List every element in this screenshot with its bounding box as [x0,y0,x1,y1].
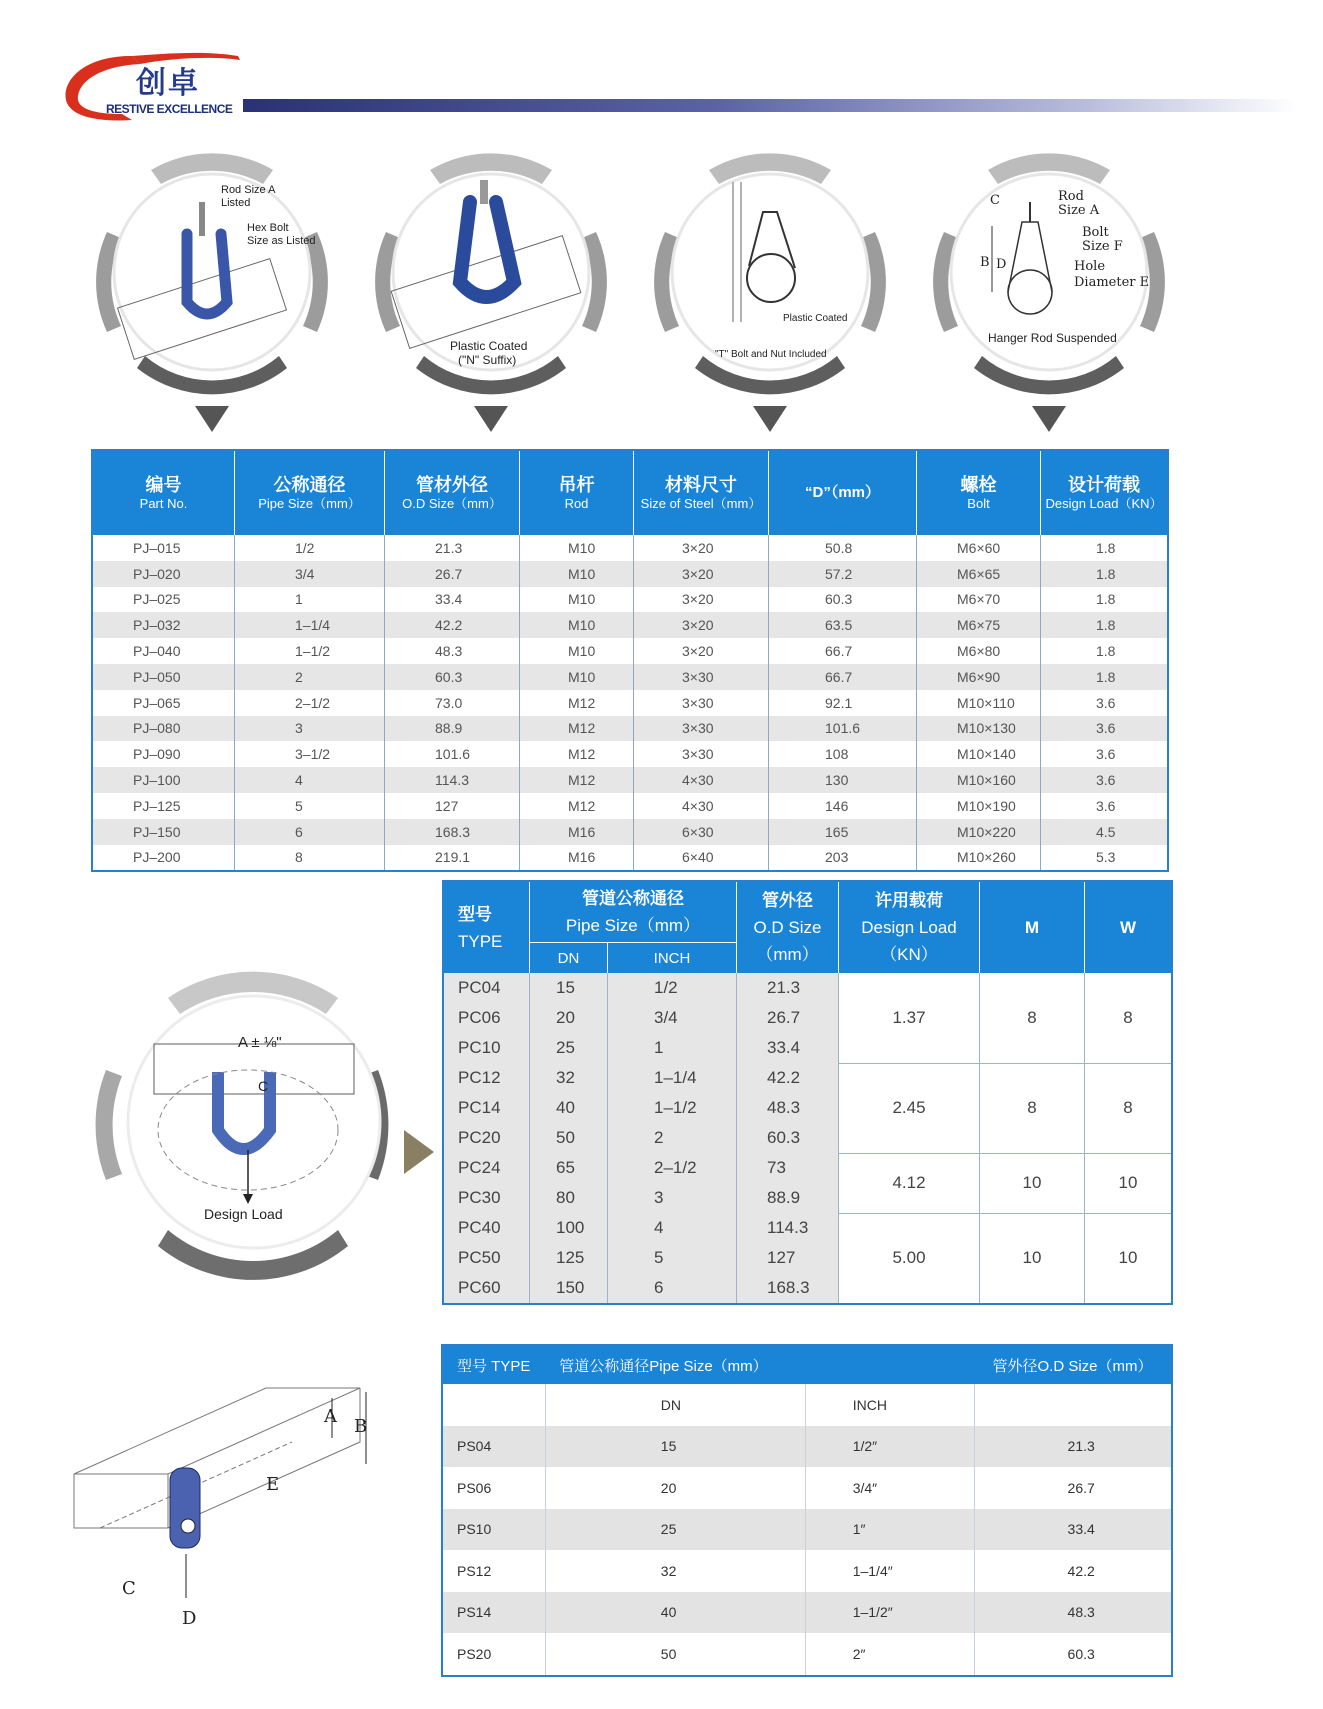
col-type: 型号 TYPE [442,1345,545,1384]
table-cell: PC04 [443,973,530,1003]
table-cell: M10×130 [917,716,1041,742]
table-cell: PJ–080 [92,716,235,742]
table-cell: M12 [520,716,634,742]
col-pipe-size: 公称通径 Pipe Size（mm） [235,450,385,535]
label-n-suffix: ("N" Suffix) [458,353,517,367]
table-cell: 60.3 [1067,1645,1095,1662]
table-cell: 3×30 [634,690,769,716]
table-cell: M10 [520,612,634,638]
table-cell: 50.8 [769,535,917,561]
label-plastic-coated: Plastic Coated [450,339,528,353]
col-inch: INCH [805,1384,974,1426]
table-cell: 48.3 [974,1592,1172,1634]
label-c: C [990,193,1000,208]
table-cell: 1.8 [1041,612,1169,638]
label-t-bolt: "T" Bolt and Nut Included [715,349,827,360]
table-cell: PJ–050 [92,664,235,690]
table-cell: 42.2 [1067,1562,1095,1579]
table-cell: 1 [608,1033,737,1063]
table-cell: 73 [737,1153,839,1183]
group-m: 10 [980,1153,1085,1213]
table-cell: 5 [235,793,385,819]
table-cell: M12 [520,767,634,793]
table-cell: 40 [545,1592,805,1634]
table-cell: M16 [520,819,634,845]
illustration-hanger-2 [366,142,616,432]
table-cell: 3×20 [634,612,769,638]
table-cell: PC12 [443,1063,530,1093]
table-cell: PS14 [442,1592,545,1634]
table-cell: 21.3 [737,973,839,1003]
table-cell: 4×30 [634,793,769,819]
table-cell: 1.8 [1096,539,1116,556]
table-cell: 6×30 [634,819,769,845]
table-cell: PC14 [443,1093,530,1123]
header-bar [243,99,1298,112]
table-cell: 114.3 [737,1213,839,1243]
col-inch: INCH [608,943,737,974]
table-cell: 219.1 [385,845,520,872]
label-design-load: Design Load [204,1206,283,1222]
table-cell: 33.4 [385,587,520,613]
col-od-size: 管外径 O.D Size （mm） [737,881,839,973]
table-cell: 5 [608,1243,737,1273]
table-cell: 40 [530,1093,608,1123]
col-part-no: 编号 Part No. [92,450,235,535]
table-cell: PC50 [443,1243,530,1273]
table-cell: 15 [530,973,608,1003]
group-w: 8 [1085,973,1173,1063]
label-bolt-size-f: Size F [1082,239,1123,254]
table-cell: 1–1/2″ [805,1592,974,1634]
table-row [92,690,1168,716]
group-w: 10 [1085,1213,1173,1304]
table-cell: M6×70 [917,587,1041,613]
table-cell: 165 [769,819,917,845]
table-cell: 20 [545,1467,805,1509]
group-load: 1.37 [839,973,980,1063]
table-cell: 3×20 [634,638,769,664]
table-cell: 2″ [805,1633,974,1676]
col-bolt: 螺栓 Bolt [917,450,1041,535]
illustration-channel-clamp [70,1378,390,1628]
col-type: 型号 TYPE [443,881,530,973]
table-cell: 1/2 [235,535,385,561]
table-channel-clamp [441,1344,1173,1677]
table-cell: PJ–150 [92,819,235,845]
table-header-row [92,450,1168,535]
label-rod-size: Rod Size A [221,184,276,196]
label-dim-c: C [122,1578,136,1599]
table-cell: 8 [235,845,385,872]
table-cell: 42.2 [385,612,520,638]
table-row [442,1550,1172,1592]
col-dn: DN [545,1384,805,1426]
brand-name-en: RESTIVE EXCELLENCE [106,102,233,116]
col-od-size: 管材外径 O.D Size（mm） [385,450,520,535]
table-cell: M6×65 [917,561,1041,587]
label-dim-e: E [266,1474,280,1495]
table-cell: PJ–090 [92,741,235,767]
col-w: W [1085,881,1173,973]
group-load: 5.00 [839,1213,980,1304]
table-cell: 57.2 [769,561,917,587]
table-header-row [442,1345,1172,1384]
table-cell: 88.9 [385,716,520,742]
label-d: D [996,257,1007,272]
table-cell: 146 [769,793,917,819]
label-b: B [980,255,990,270]
table-row [92,587,1168,613]
table-cell: PJ–200 [92,845,235,872]
table-cell: 1–1/4″ [805,1550,974,1592]
table-cell: 80 [530,1183,608,1213]
illustration-hanger-3 [645,142,895,432]
table-cell: PC06 [443,1003,530,1033]
table-row [442,1467,1172,1509]
table-cell: 114.3 [385,767,520,793]
table-row [92,767,1168,793]
table-pipe-clamp [442,880,1173,1305]
table-cell: 3.6 [1096,746,1116,763]
table-cell: 6 [235,819,385,845]
label-hole: Hole [1074,259,1106,274]
table-row [92,612,1168,638]
table-cell: PC40 [443,1213,530,1243]
brand-name-cn: 创卓 [136,66,200,101]
table-subheader-row [442,1384,1172,1426]
table-cell: 66.7 [769,638,917,664]
table-cell: 203 [769,845,917,872]
label-hanger-rod: Hanger Rod Suspended [988,331,1117,345]
table-cell: PJ–032 [92,612,235,638]
table-cell: PC10 [443,1033,530,1063]
label-rod-size-a: Size A [1058,203,1100,218]
table-cell: M10 [520,535,634,561]
group-m: 8 [980,973,1085,1063]
illustration-hanger-1 [87,142,337,432]
table-cell: PJ–020 [92,561,235,587]
table-cell: 63.5 [769,612,917,638]
col-d: “D”（mm） [769,450,917,535]
label-hole-diameter: Diameter E [1074,275,1150,290]
table-cell: PS06 [442,1467,545,1509]
table-row [442,1426,1172,1468]
table-pipe-hanger [91,449,1169,872]
table-cell: 26.7 [385,561,520,587]
table-cell: 1.8 [1096,643,1116,660]
table-cell: PS12 [442,1550,545,1592]
table-cell: 4×30 [634,767,769,793]
label-bolt: Bolt [1082,225,1109,240]
table-row [92,819,1168,845]
table-row [92,535,1168,561]
table-row [443,1213,1172,1243]
table-cell: 127 [385,793,520,819]
group-m: 8 [980,1063,1085,1153]
table-cell: 1 [235,587,385,613]
table-cell: M10 [520,664,634,690]
label-hex-bolt: Hex Bolt [247,222,289,234]
table-cell: M10×160 [917,767,1041,793]
group-w: 10 [1085,1153,1173,1213]
table-row [92,561,1168,587]
label-c-clamp: C [258,1078,269,1094]
table-cell: 21.3 [385,535,520,561]
table-row [92,741,1168,767]
table-cell: PJ–065 [92,690,235,716]
table-cell: 32 [530,1063,608,1093]
table-row [92,664,1168,690]
table-cell: M10×190 [917,793,1041,819]
brand-logo [62,52,242,124]
table-cell: PJ–040 [92,638,235,664]
table-cell: 4 [235,767,385,793]
table-cell: 1/2 [608,973,737,1003]
table-row [443,1063,1172,1093]
table-cell: 3–1/2 [235,741,385,767]
table-row [442,1509,1172,1551]
table-cell: 3/4 [608,1003,737,1033]
table-cell: 26.7 [737,1003,839,1033]
table-cell: 21.3 [974,1426,1172,1468]
table-cell: M10 [520,587,634,613]
group-w: 8 [1085,1063,1173,1153]
table-cell: 1.8 [1096,591,1116,608]
table-row [443,973,1172,1003]
table-cell: M6×80 [917,638,1041,664]
table-cell: 1/2″ [805,1426,974,1468]
table-cell: 92.1 [769,690,917,716]
table-cell: PJ–025 [92,587,235,613]
table-cell: 1.8 [1041,664,1169,690]
table-cell: 3.6 [1041,716,1169,742]
table-cell: 3.6 [1096,797,1116,814]
table-cell: 2–1/2 [608,1153,737,1183]
table-cell: 101.6 [769,716,917,742]
col-pipe-size: 管道公称通径 Pipe Size（mm） [530,881,737,943]
table-cell: 2–1/2 [235,690,385,716]
table-cell: 125 [530,1243,608,1273]
label-dim-a: A [324,1406,337,1427]
table-cell: 1–1/2 [608,1093,737,1123]
table-row [92,845,1168,872]
table-cell: 1–1/2 [235,638,385,664]
col-od-size: 管外径O.D Size（mm） [974,1345,1172,1384]
table-cell: 66.7 [769,664,917,690]
table-cell: PJ–125 [92,793,235,819]
table-cell: 6 [608,1273,737,1304]
table-cell: 3/4″ [805,1467,974,1509]
table-cell: M10×220 [917,819,1041,845]
col-design-load: 设计荷载 Design Load（KN） [1041,450,1169,535]
table-row [443,1153,1172,1183]
table-cell: 168.3 [737,1273,839,1304]
table-row [442,1633,1172,1676]
table-cell: 20 [530,1003,608,1033]
table-row [92,716,1168,742]
table-cell: 3 [608,1183,737,1213]
group-m: 10 [980,1213,1085,1304]
table-cell: 150 [530,1273,608,1304]
table-cell: 127 [737,1243,839,1273]
table-cell: 5.3 [1096,849,1116,866]
label-a-tolerance: A ± ⅛" [238,1034,282,1051]
table-row [92,793,1168,819]
col-steel-size: 材料尺寸 Size of Steel（mm） [634,450,769,535]
table-cell: M6×90 [917,664,1041,690]
table-cell: 25 [530,1033,608,1063]
table-cell: 3×20 [634,535,769,561]
table-cell: 33.4 [737,1033,839,1063]
table-cell: 168.3 [385,819,520,845]
group-load: 2.45 [839,1063,980,1153]
table-cell: M12 [520,741,634,767]
col-design-load: 许用载荷 Design Load （KN） [839,881,980,973]
table-cell: 3 [235,716,385,742]
table-cell: 15 [545,1426,805,1468]
table-cell: 42.2 [737,1063,839,1093]
table-cell: 60.3 [769,587,917,613]
table-cell: 3.6 [1041,767,1169,793]
illustration-clamp [88,960,448,1280]
table-cell: 101.6 [385,741,520,767]
label-size-listed: Size as Listed [247,235,316,247]
table-cell: 50 [530,1123,608,1153]
table-cell: 108 [769,741,917,767]
table-cell: 50 [545,1633,805,1676]
label-rod: Rod [1058,189,1084,204]
table-cell: 32 [545,1550,805,1592]
table-cell: M16 [520,845,634,872]
table-cell: PS04 [442,1426,545,1468]
table-cell: M10 [520,638,634,664]
label-plastic-coated-3: Plastic Coated [783,313,848,324]
table-cell: PC60 [443,1273,530,1304]
table-cell: 1″ [805,1509,974,1551]
table-cell: 3/4 [235,561,385,587]
table-cell: M6×75 [917,612,1041,638]
table-cell: 25 [545,1509,805,1551]
col-dn: DN [530,943,608,974]
label-listed: Listed [221,197,251,209]
table-header-row [443,881,1172,943]
table-cell: PJ–100 [92,767,235,793]
table-cell: 1.8 [1041,561,1169,587]
col-m: M [980,881,1085,973]
group-load: 4.12 [839,1153,980,1213]
label-dim-b: B [354,1416,368,1437]
table-cell: 1–1/4 [608,1063,737,1093]
label-dim-d: D [182,1608,197,1629]
table-cell: 73.0 [385,690,520,716]
table-cell: M10 [520,561,634,587]
table-cell: 3×30 [634,664,769,690]
table-cell: 3×20 [634,561,769,587]
illustration-hanger-4 [924,142,1174,432]
table-cell: 100 [530,1213,608,1243]
table-cell: 4.5 [1041,819,1169,845]
table-cell: M12 [520,793,634,819]
table-cell: PS10 [442,1509,545,1551]
table-cell: 3×30 [634,716,769,742]
table-cell: PC20 [443,1123,530,1153]
table-cell: 48.3 [737,1093,839,1123]
table-cell: 60.3 [385,664,520,690]
table-cell: PS20 [442,1633,545,1676]
table-cell: 3×30 [634,741,769,767]
table-cell: M10×260 [917,845,1041,872]
table-cell: 6×40 [634,845,769,872]
table-cell: 26.7 [1067,1479,1095,1496]
table-cell: 2 [608,1123,737,1153]
table-row [92,638,1168,664]
table-cell: 130 [769,767,917,793]
table-cell: 88.9 [737,1183,839,1213]
table-cell: PC24 [443,1153,530,1183]
table-cell: 4 [608,1213,737,1243]
col-pipe-size: 管道公称通径Pipe Size（mm） [545,1345,974,1384]
table-cell: M10×110 [917,690,1041,716]
table-cell: 60.3 [737,1123,839,1153]
table-cell: PJ–015 [92,535,235,561]
table-cell: M12 [520,690,634,716]
table-cell: M10×140 [917,741,1041,767]
table-cell: 33.4 [974,1509,1172,1551]
table-cell: 3×20 [634,587,769,613]
table-cell: 48.3 [385,638,520,664]
table-cell: M6×60 [917,535,1041,561]
table-row [442,1592,1172,1634]
col-rod: 吊杆 Rod [520,450,634,535]
table-cell: 65 [530,1153,608,1183]
table-cell: 2 [235,664,385,690]
table-cell: 3.6 [1096,694,1116,711]
table-cell: PC30 [443,1183,530,1213]
table-cell: 1–1/4 [235,612,385,638]
